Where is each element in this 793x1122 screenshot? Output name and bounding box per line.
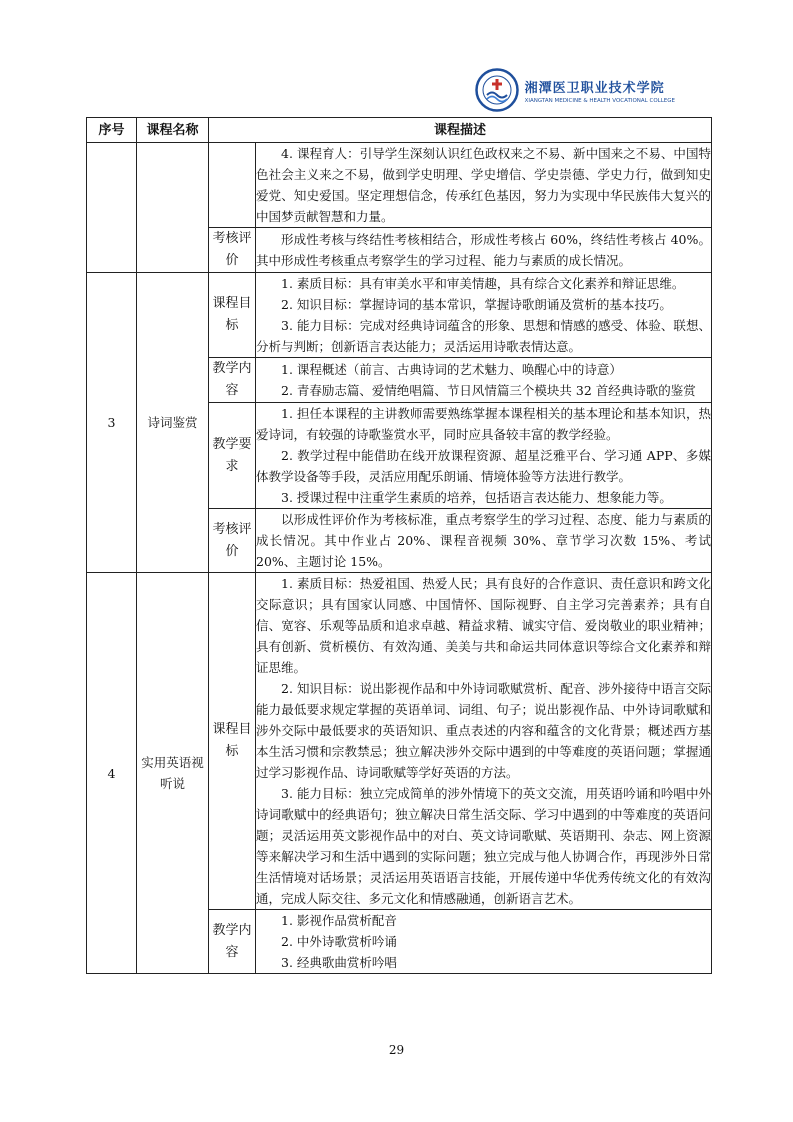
course3-content-label: 教学内容 [209, 358, 256, 403]
cont-assess-text: 形成性考核与终结性考核相结合，形成性考核占 60%，终结性考核占 40%。其中形成性考核重点考察学生的学习过程、能力与素质的成长情况。 [256, 232, 712, 268]
cont-sub-cell [209, 143, 256, 228]
course4-goal-2: 2. 知识目标：说出影视作品和中外诗词歌赋赏析、配音、涉外接待中语言交际能力最低要求规定掌握的英语单词、词组、句子；说出影视作品、中外诗词歌赋和涉外交际中最低要求的英语知识、重点表述的内容和蕴含的文化背景；概述西方基本生活习惯和宗教禁忌；独立解决涉外交际中遇到的中等难度的英语问题；掌握通过学习影视作品、诗词歌赋等学好英语的方法。 [256, 681, 712, 780]
course3-reqs [256, 403, 712, 509]
page-number: 29 [388, 1043, 405, 1057]
course-table [86, 117, 712, 974]
course4-content-1: 1. 影视作品赏析配音 [281, 913, 397, 928]
course4-content-label: 教学内容 [209, 910, 256, 974]
cont-assess-cell [256, 228, 712, 273]
course4-goal-label: 课程目标 [209, 573, 256, 910]
course3-contents [256, 358, 712, 403]
course4-name: 实用英语视听说 [137, 573, 209, 974]
header-course-name: 课程名称 [137, 118, 209, 143]
course3-goal-label: 课程目标 [209, 273, 256, 358]
course3-goals [256, 273, 712, 358]
school-name-en: XIANGTAN MEDICINE & HEALTH VOCATIONAL COLLEGE [524, 97, 675, 104]
school-logo [475, 68, 675, 112]
course3-assess-label: 考核评价 [209, 509, 256, 573]
course3-req-3: 3. 授课过程中注重学生素质的培养，包括语言表达能力、想象能力等。 [281, 490, 672, 505]
course3-name: 诗词鉴赏 [137, 273, 209, 573]
school-name-cn: 湘潭医卫职业技术学院 [524, 80, 665, 96]
course3-req-1: 1. 担任本课程的主讲教师需要熟练掌握本课程相关的基本理论和基本知识，热爱诗词，有较强的诗歌鉴赏水平，同时应具备较丰富的教学经验。 [256, 406, 712, 442]
table-row [87, 143, 712, 228]
cont-number-cell [87, 143, 137, 273]
course4-contents [256, 910, 712, 974]
course3-goal-1: 1. 素质目标：具有审美水平和审美情趣，具有综合文化素养和辩证思维。 [281, 276, 685, 291]
cont-paragraph: 4. 课程育人：引导学生深刻认识红色政权来之不易、新中国来之不易、中国特色社会主义来之不易，做到学史明理、学史增信、学史崇德、学史力行，做到知史爱党、知史爱国。坚定理想信念，传承红色基因，努力为实现中华民族伟大复兴的中国梦贡献智慧和力量。 [256, 146, 712, 224]
cont-name-cell [137, 143, 209, 273]
course3-goal-2: 2. 知识目标：掌握诗词的基本常识，掌握诗歌朗诵及赏析的基本技巧。 [281, 297, 672, 312]
header-number: 序号 [87, 118, 137, 143]
course3-assess-text: 以形成性评价作为考核标准，重点考察学生的学习过程、态度、能力与素质的成长情况。其中作业占 20%、课程音视频 30%、章节学习次数 15%、考试 20%、主题讨论 15%。 [256, 512, 712, 569]
school-emblem-icon [475, 68, 519, 112]
course3-content-2: 2. 青春励志篇、爱情绝唱篇、节日风情篇三个模块共 32 首经典诗歌的鉴赏 [281, 383, 696, 398]
course3-req-2: 2. 教学过程中能借助在线开放课程资源、超星泛雅平台、学习通 APP、多媒体教学设备等手段，灵活应用配乐朗诵、情境体验等方法进行教学。 [256, 448, 712, 484]
course4-content-3: 3. 经典歌曲赏析吟唱 [281, 955, 397, 970]
table-header-row [87, 118, 712, 143]
header-course-desc: 课程描述 [209, 118, 712, 143]
course4-goal-3: 3. 能力目标：独立完成简单的涉外情境下的英文交流，用英语吟诵和吟唱中外诗词歌赋中的经典语句；独立解决日常生活交际、学习中遇到的中等难度的英语问题；灵活运用英文影视作品中的对白、英文诗词歌赋、英语期刊、杂志、网上资源等来解决学习和生活中遇到的实际问题；独立完成与他人协调合作，再现涉外日常生活情境对话场景；灵活运用英语语言技能，开展传递中华优秀传统文化的有效沟通，完成人际交往、多元文化和情感融通，创新语言艺术。 [256, 786, 712, 906]
course3-content-1: 1. 课程概述（前言、古典诗词的艺术魅力、唤醒心中的诗意） [281, 362, 622, 377]
course3-number: 3 [87, 273, 137, 573]
course4-number: 4 [87, 573, 137, 974]
table-row [87, 273, 712, 358]
cont-assess-label: 考核评价 [209, 228, 256, 273]
cont-desc-cell [256, 143, 712, 228]
course3-assess [256, 509, 712, 573]
course4-content-2: 2. 中外诗歌赏析吟诵 [281, 934, 397, 949]
course3-req-label: 教学要求 [209, 403, 256, 509]
course3-goal-3: 3. 能力目标：完成对经典诗词蕴含的形象、思想和情感的感受、体验、联想、分析与判断；创新语言表达能力；灵活运用诗歌表情达意。 [256, 318, 712, 354]
course4-goal-1: 1. 素质目标：热爱祖国、热爱人民；具有良好的合作意识、责任意识和跨文化交际意识；具有国家认同感、中国情怀、国际视野、自主学习完善素养；具有自信、宽容、乐观等品质和追求卓越、精益求精、诚实守信、爱岗敬业的职业精神；具有创新、赏析模仿、有效沟通、美美与共和命运共同体意识等综合文化素养和辩证思维。 [256, 576, 712, 675]
course4-goals [256, 573, 712, 910]
table-row [87, 573, 712, 910]
